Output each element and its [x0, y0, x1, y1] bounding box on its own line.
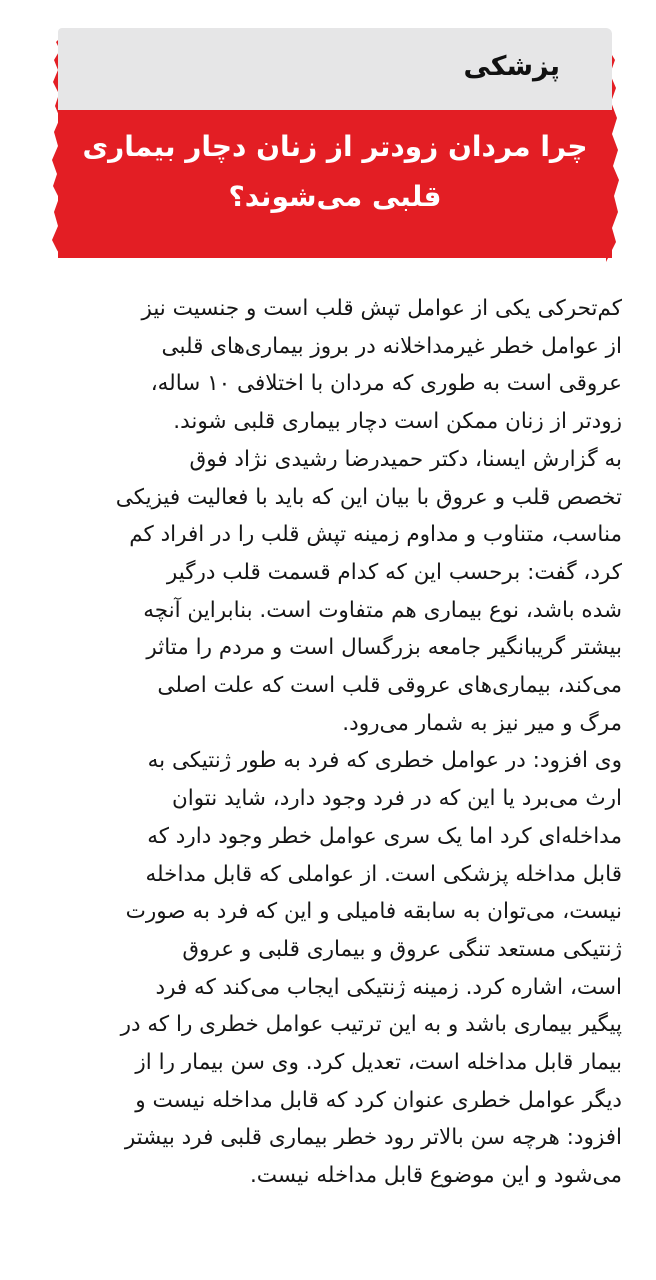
text-line: به گزارش ایسنا، دکتر حمیدرضا رشیدی نژاد فوق: [189, 446, 622, 472]
headline-line-1: چرا مردان زودتر از زنان دچار بیماری: [82, 130, 588, 163]
text-line: تخصص قلب و عروق با بیان این که باید با فعالیت فیزیکی: [115, 484, 622, 510]
text-line: عروقی است به طوری که مردان با اختلافی ۱۰ ساله،: [150, 371, 622, 397]
paragraph-2: [52, 441, 622, 743]
text-line: ارث می‌برد یا این که در فرد وجود دارد، شاید نتوان: [171, 786, 622, 812]
section-band: [58, 28, 612, 110]
text-line: دیگر عوامل خطری عنوان کرد که قابل مداخله نیست و: [135, 1087, 622, 1113]
article-header: [58, 28, 612, 258]
headline-band: [58, 110, 612, 258]
text-line: کم‌تحرکی یکی از عوامل تپش قلب است و جنسیت نیز: [141, 296, 622, 321]
headline: [78, 122, 592, 222]
text-line: ژنتیکی مستعد تنگی عروق و بیماری قلبی و عروق: [182, 936, 622, 962]
text-line: پیگیر بیماری باشد و به این ترتیب عوامل خطری را که در: [120, 1012, 622, 1038]
text-line: بیمار قابل مداخله است، تعدیل کرد. وی سن بیمار را از: [135, 1050, 622, 1076]
text-line: مرگ و میر نیز به شمار می‌رود.: [342, 710, 622, 736]
section-label: پزشکی: [463, 51, 560, 82]
text-line: مناسب، متناوب و مداوم زمینه تپش قلب را در افراد کم: [129, 522, 622, 548]
paragraph-3: [52, 742, 622, 1194]
text-line: می‌شود و این موضوع قابل مداخله نیست.: [249, 1163, 622, 1189]
headline-line-2: قلبی می‌شوند؟: [228, 180, 442, 213]
text-line: مداخله‌ای کرد اما یک سری عوامل خطر وجود دارد که: [147, 823, 622, 849]
text-line: از عوامل خطر غیرمداخلانه در بروز بیماری‌های قلبی: [161, 333, 622, 359]
article-body: [52, 290, 622, 1195]
text-line: قابل مداخله پزشکی است. از عواملی که قابل مداخله: [145, 861, 622, 887]
text-line: نیست، می‌توان به سابقه فامیلی و این که فرد به صورت: [125, 899, 622, 925]
paragraph-1: [52, 290, 622, 441]
text-line: وی افزود: در عوامل خطری که فرد به طور ژنتیکی به: [147, 748, 622, 774]
text-line: شده باشد، نوع بیماری هم متفاوت است. بنابراین آنچه: [143, 597, 622, 623]
text-line: است، اشاره کرد. زمینه ژنتیکی ایجاب می‌کند که فرد: [155, 974, 622, 1000]
text-line: بیشتر گریبانگیر جامعه بزرگسال است و مردم را متاثر: [146, 635, 622, 661]
text-line: زودتر از زنان ممکن است دچار بیماری قلبی شوند.: [173, 409, 622, 435]
text-line: می‌کند، بیماری‌های عروقی قلب است که علت اصلی: [157, 673, 622, 699]
text-line: کرد، گفت: برحسب این که کدام قسمت قلب درگیر: [166, 559, 622, 585]
text-line: افزود: هرچه سن بالاتر رود خطر بیماری قلبی فرد بیشتر: [124, 1125, 622, 1151]
